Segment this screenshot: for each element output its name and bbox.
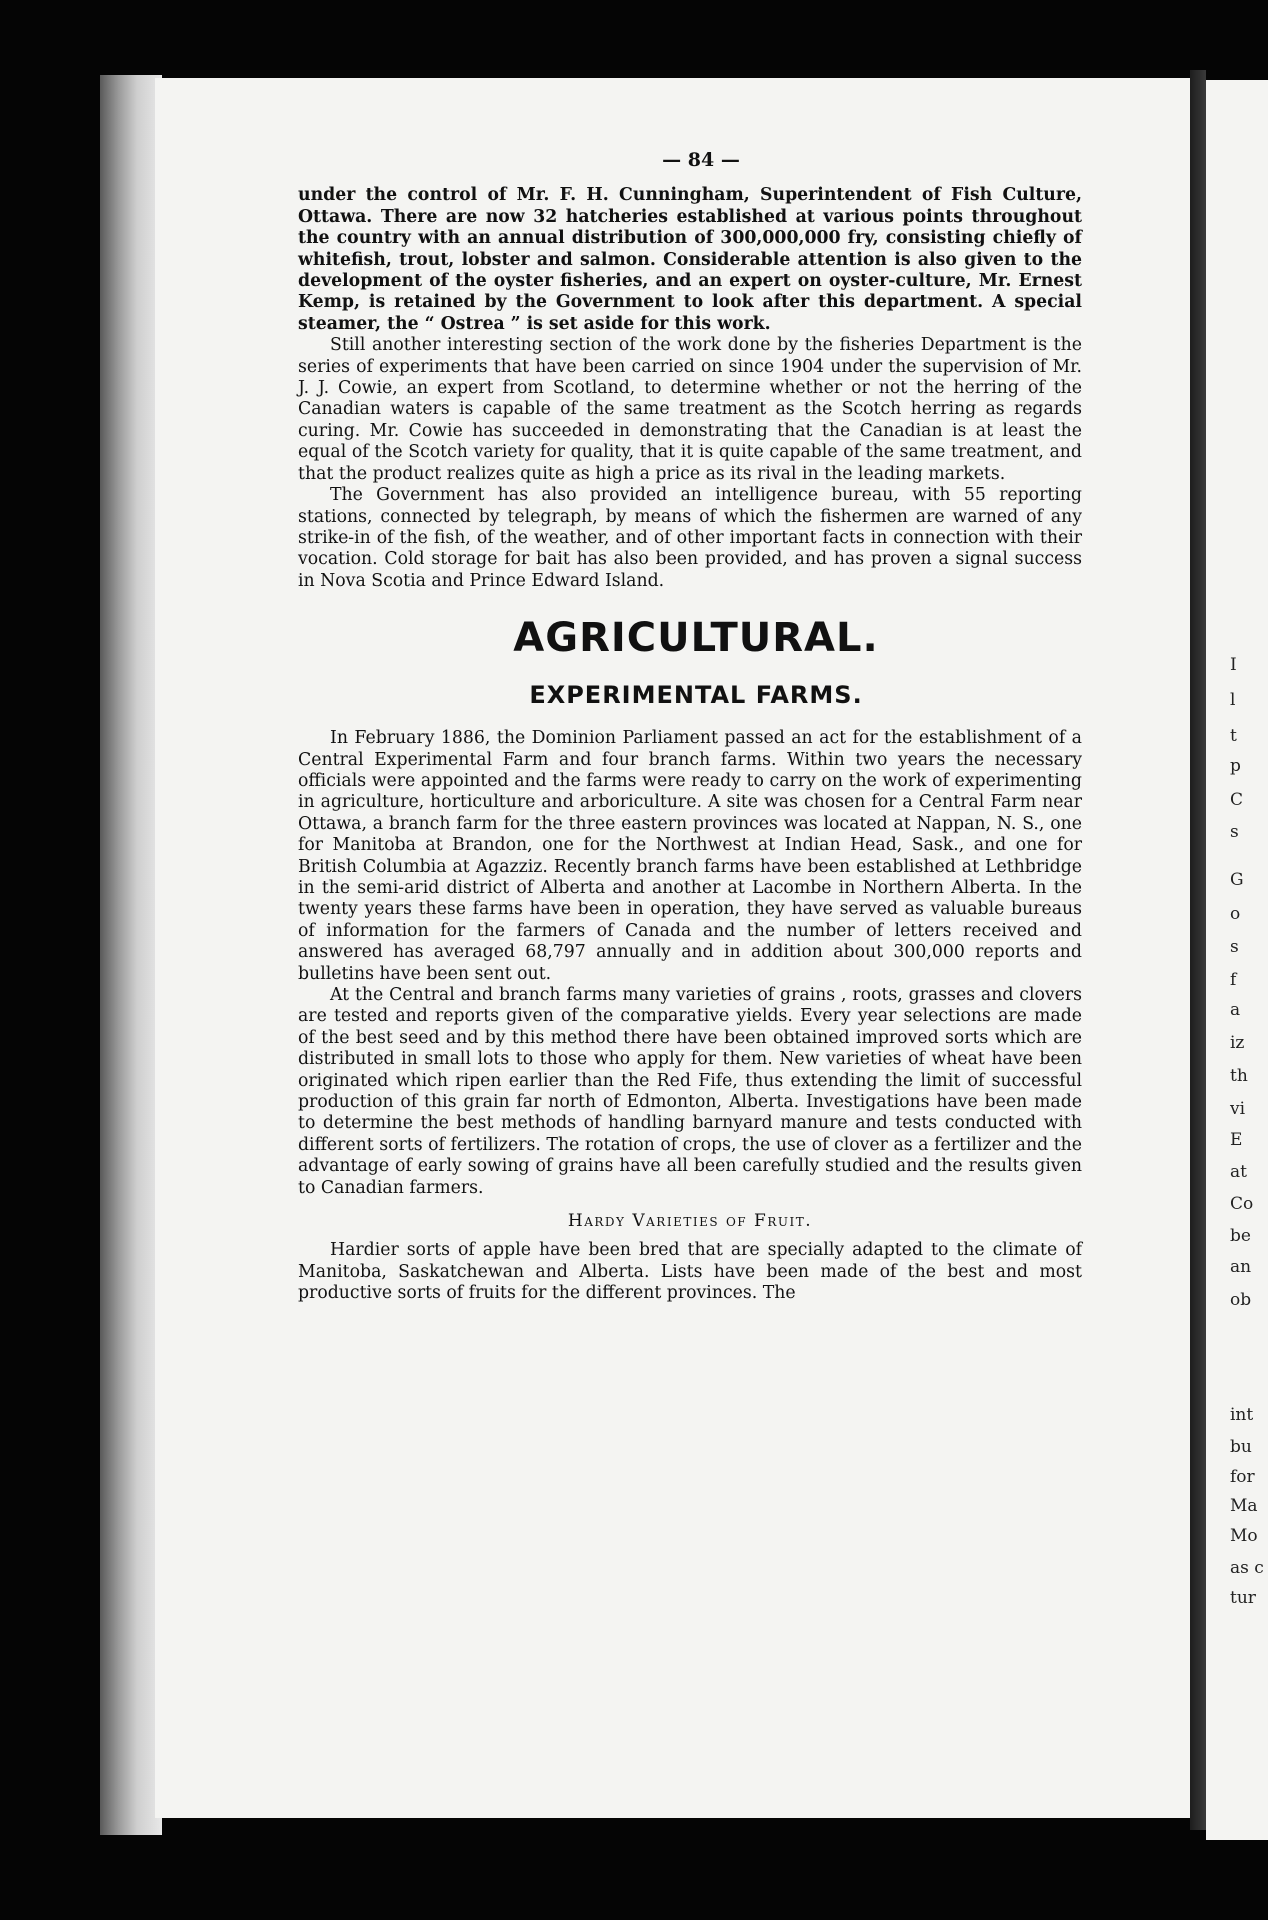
book-binding <box>100 75 162 1835</box>
paragraph-hardy-fruit: Hardier sorts of apple have been bred that are specially adapted to the climate of Manitoba, Saskatchewan and Alberta. Lists have been made of the best and most productive sorts of fruits for the different provinces. The <box>298 1240 1082 1304</box>
paragraph-herring-experiments: Still another interesting section of the work done by the fisheries Department is the series of experiments that have been carried on since 1904 under the supervision of Mr. J. J. Cowie, an expert from Scotland, to determine whether or not the herring of the Canadian waters is capable of the same treatment as the Scotch herring as regards curing. Mr. Cowie has succeeded in demonstrating that the Canadian is at least the equal of the Scotch variety for quality, that it is quite capable of the same treatment, and that the product realizes quite as high a price as its rival in the leading markets. <box>298 335 1082 484</box>
adjacent-page-text-fragment: s <box>1230 937 1239 957</box>
paragraph-experimental-farms: In February 1886, the Dominion Parliament passed an act for the establishment of a Central Experimental Farm and four branch farms. Within two years the necessary officials were appointed and the farms were ready to carry on the work of experimenting in agriculture, horticulture and arboriculture. A site was chosen for a Central Farm near Ottawa, a branch farm for the three eastern provinces was located at Nappan, N. S., one for Manitoba at Brandon, one for the Northwest at Indian Head, Sask., and one for British Columbia at Agazziz. Recently branch farms have been established at Lethbridge in the semi-arid district of Alberta and another at Lacombe in Northern Alberta. In the twenty years these farms have been in operation, they have served as valuable bureaus of information for the farmers of Canada and the number of letters received and answered has averaged 68,797 annually and in addition about 300,000 reports and bulletins have been sent out. <box>298 728 1082 984</box>
adjacent-page-text-fragment: t <box>1230 726 1237 746</box>
adjacent-page-text-fragment: be <box>1230 1226 1251 1246</box>
adjacent-page-text-fragment: ob <box>1230 1290 1252 1310</box>
page-gutter <box>1190 70 1206 1830</box>
adjacent-page-text-fragment: s <box>1230 822 1239 842</box>
page-content <box>298 150 1082 1305</box>
adjacent-page-text-fragment: G <box>1230 870 1244 890</box>
adjacent-page-text-fragment: l <box>1230 690 1236 710</box>
adjacent-page-text-fragment: an <box>1230 1257 1252 1277</box>
page-number: — 84 — <box>662 149 740 171</box>
paragraph-grain-testing: At the Central and branch farms many varieties of grains , roots, grasses and clovers are tested and reports given of the comparative yields. Every year selections are made of the best seed and by this method there have been obtained improved sorts which are distributed in small lots to those who apply for them. New varieties of wheat have been originated which ripen earlier than the Red Fife, thus extending the limit of successful production of this grain far north of Edmonton, Alberta. Investigations have been made to determine the best methods of handling barnyard manure and tests conducted with different sorts of fertilizers. The rotation of crops, the use of clover as a fertilizer and the advantage of early sowing of grains have all been carefully studied and the results given to Canadian farmers. <box>298 985 1082 1198</box>
adjacent-page-text-fragment: th <box>1230 1066 1248 1086</box>
adjacent-page-text-fragment: E <box>1230 1130 1243 1150</box>
adjacent-page-text-fragment: at <box>1230 1162 1247 1182</box>
adjacent-page-text-fragment: a <box>1230 1000 1241 1020</box>
adjacent-page-text-fragment: tur <box>1230 1588 1256 1608</box>
adjacent-page-text-fragment: o <box>1230 904 1241 924</box>
section-title: AGRICULTURAL. <box>513 615 879 662</box>
adjacent-page-text-fragment: as c <box>1230 1558 1264 1578</box>
adjacent-page-text-fragment: Mo <box>1230 1526 1258 1546</box>
adjacent-page-text-fragment: iz <box>1230 1033 1245 1053</box>
adjacent-page-text-fragment: I <box>1230 655 1237 675</box>
adjacent-page-text-fragment: for <box>1230 1467 1255 1487</box>
paragraph-intelligence-bureau: The Government has also provided an intelligence bureau, with 55 reporting stations, connected by telegraph, by means of which the fishermen are warned of any strike-in of the fish, of the weather, and of other important facts in connection with their vocation. Cold storage for bait has also been provided, and has proven a signal success in Nova Scotia and Prince Edward Island. <box>298 485 1082 591</box>
adjacent-page-text-fragment: int <box>1230 1405 1254 1425</box>
adjacent-page-text-fragment: C <box>1230 790 1244 810</box>
section-subtitle: EXPERIMENTAL FARMS. <box>529 681 863 710</box>
adjacent-page-text-fragment: Ma <box>1230 1496 1258 1516</box>
adjacent-page-text-fragment: f <box>1230 970 1237 990</box>
adjacent-page-text-fragment: Co <box>1230 1194 1254 1214</box>
adjacent-page-text-fragment: p <box>1230 756 1241 776</box>
adjacent-page-edge <box>1206 80 1268 1840</box>
fruit-heading: Hardy Varieties of Fruit. <box>567 1211 813 1232</box>
adjacent-page-text-fragment: bu <box>1230 1437 1252 1457</box>
adjacent-page-text-fragment: vi <box>1230 1099 1246 1119</box>
paragraph-fish-culture: under the control of Mr. F. H. Cunningham, Superintendent of Fish Culture, Ottawa. There are now 32 hatcheries established at various points throughout the country with an annual distribution of 300,000,000 fry, consisting chiefly of whitefish, trout, lobster and salmon. Considerable attention is also given to the development of the oyster fisheries, and an expert on oyster-culture, Mr. Ernest Kemp, is retained by the Government to look after this department. A special steamer, the “ Ostrea ” is set aside for this work. <box>298 185 1082 334</box>
